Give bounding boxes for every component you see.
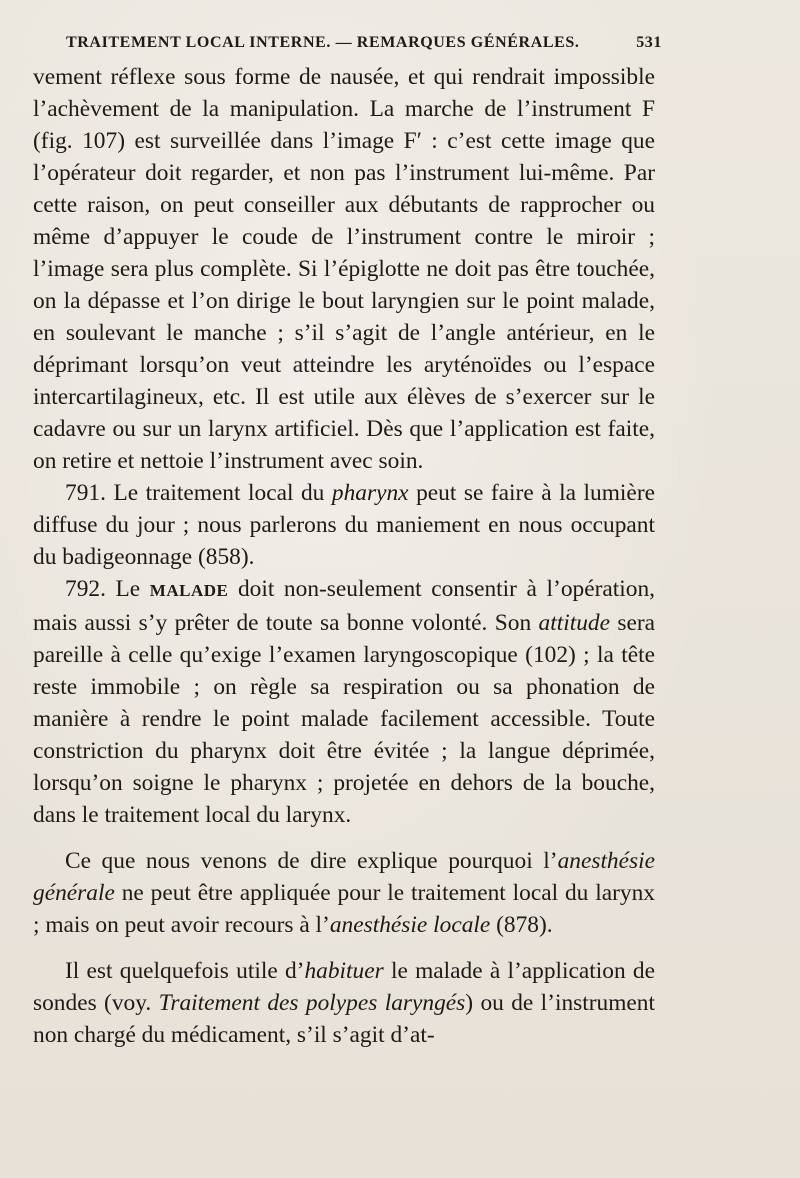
- paragraph-792-lead: 792. Le: [65, 576, 150, 602]
- paragraph-continued: vement réflexe sous forme de nausée, et qui rendrait impossible l’achèvement de la manipulation. La marche de l’instrument F (fig. 107) est surveillée dans l’image F′ : c’est cette image que l’opérateur doit regarder, et non pas l’instrument lui-même. Par cette raison, on peut conseiller aux débutants de rapprocher ou même d’appuyer le coude de l’instrument contre le miroir ; l’image sera plus complète. Si l’épiglotte ne doit pas être touchée, on la dépasse et l’on dirige le bout laryngien sur le point malade, en soulevant le manche ; s’il s’agit de l’angle antérieur, en le déprimant lorsqu’on veut atteindre les aryténoïdes ou l’espace intercartilagineux, etc. Il est utile aux élèves de s’exercer sur le cadavre ou sur un larynx artificiel. Dès que l’application est faite, on retire et nettoie l’instrument avec soin.: [33, 64, 655, 474]
- paragraph-791: [33, 477, 655, 573]
- paragraph-791-lead: 791. Le traitement local du: [65, 480, 332, 506]
- paragraph-791-tail: peut se faire à la lumière diffuse du jour ; nous parlerons du maniement en nous occupant du badigeonnage (858).: [33, 480, 655, 570]
- body-text: [33, 61, 655, 1051]
- attitude-term: attitude: [538, 610, 610, 636]
- paragraph-792-tail: sera pareille à celle qu’exige l’examen laryngoscopique (102) ; la tête reste immobile ; on règle sa respiration ou sa phonation de manière à rendre le point malade facilement accessible. Toute constriction du pharynx doit être évitée ; la langue déprimée, lorsqu’on soigne le pharynx ; projetée en dehors de la bouche, dans le traitement local du larynx.: [33, 610, 655, 828]
- page-header: [66, 30, 662, 56]
- polypes-reference: Traitement des polypes laryngés: [158, 990, 466, 1016]
- paragraph-792: [33, 573, 655, 831]
- anesthesie-generale-term: anesthésie générale: [33, 848, 655, 906]
- running-head: TRAITEMENT LOCAL INTERNE. — REMARQUES GÉNÉRALES.: [66, 34, 580, 51]
- paragraph-anesthesie-mid: ne peut être appliquée pour le traitement local du larynx ; mais on peut avoir recours à l’: [33, 880, 655, 938]
- malade-smallcaps: MALADE: [149, 581, 229, 600]
- paragraph-habituer: [33, 955, 655, 1051]
- paragraph-anesthesie-lead: Ce que nous venons de dire explique pourquoi l’: [65, 848, 558, 874]
- paragraph-habituer-lead: Il est quelquefois utile d’: [65, 958, 305, 984]
- anesthesie-locale-term: anesthésie locale: [329, 912, 491, 938]
- habituer-term: habituer: [304, 958, 384, 984]
- paragraph-792-mid: doit non-seulement consentir à l’opération, mais aussi s’y prêter de toute sa bonne volonté. Son: [33, 576, 655, 636]
- pharynx-term: pharynx: [331, 480, 409, 506]
- paragraph-anesthesie: [33, 845, 655, 941]
- paragraph-anesthesie-tail: (878).: [490, 912, 553, 938]
- paragraph-habituer-tail: ) ou de l’instrument non chargé du médicament, s’il s’agit d’at-: [33, 990, 656, 1048]
- page-number: 531: [636, 34, 662, 51]
- paragraph-habituer-mid: le malade à l’application de sondes (voy.: [33, 958, 655, 1016]
